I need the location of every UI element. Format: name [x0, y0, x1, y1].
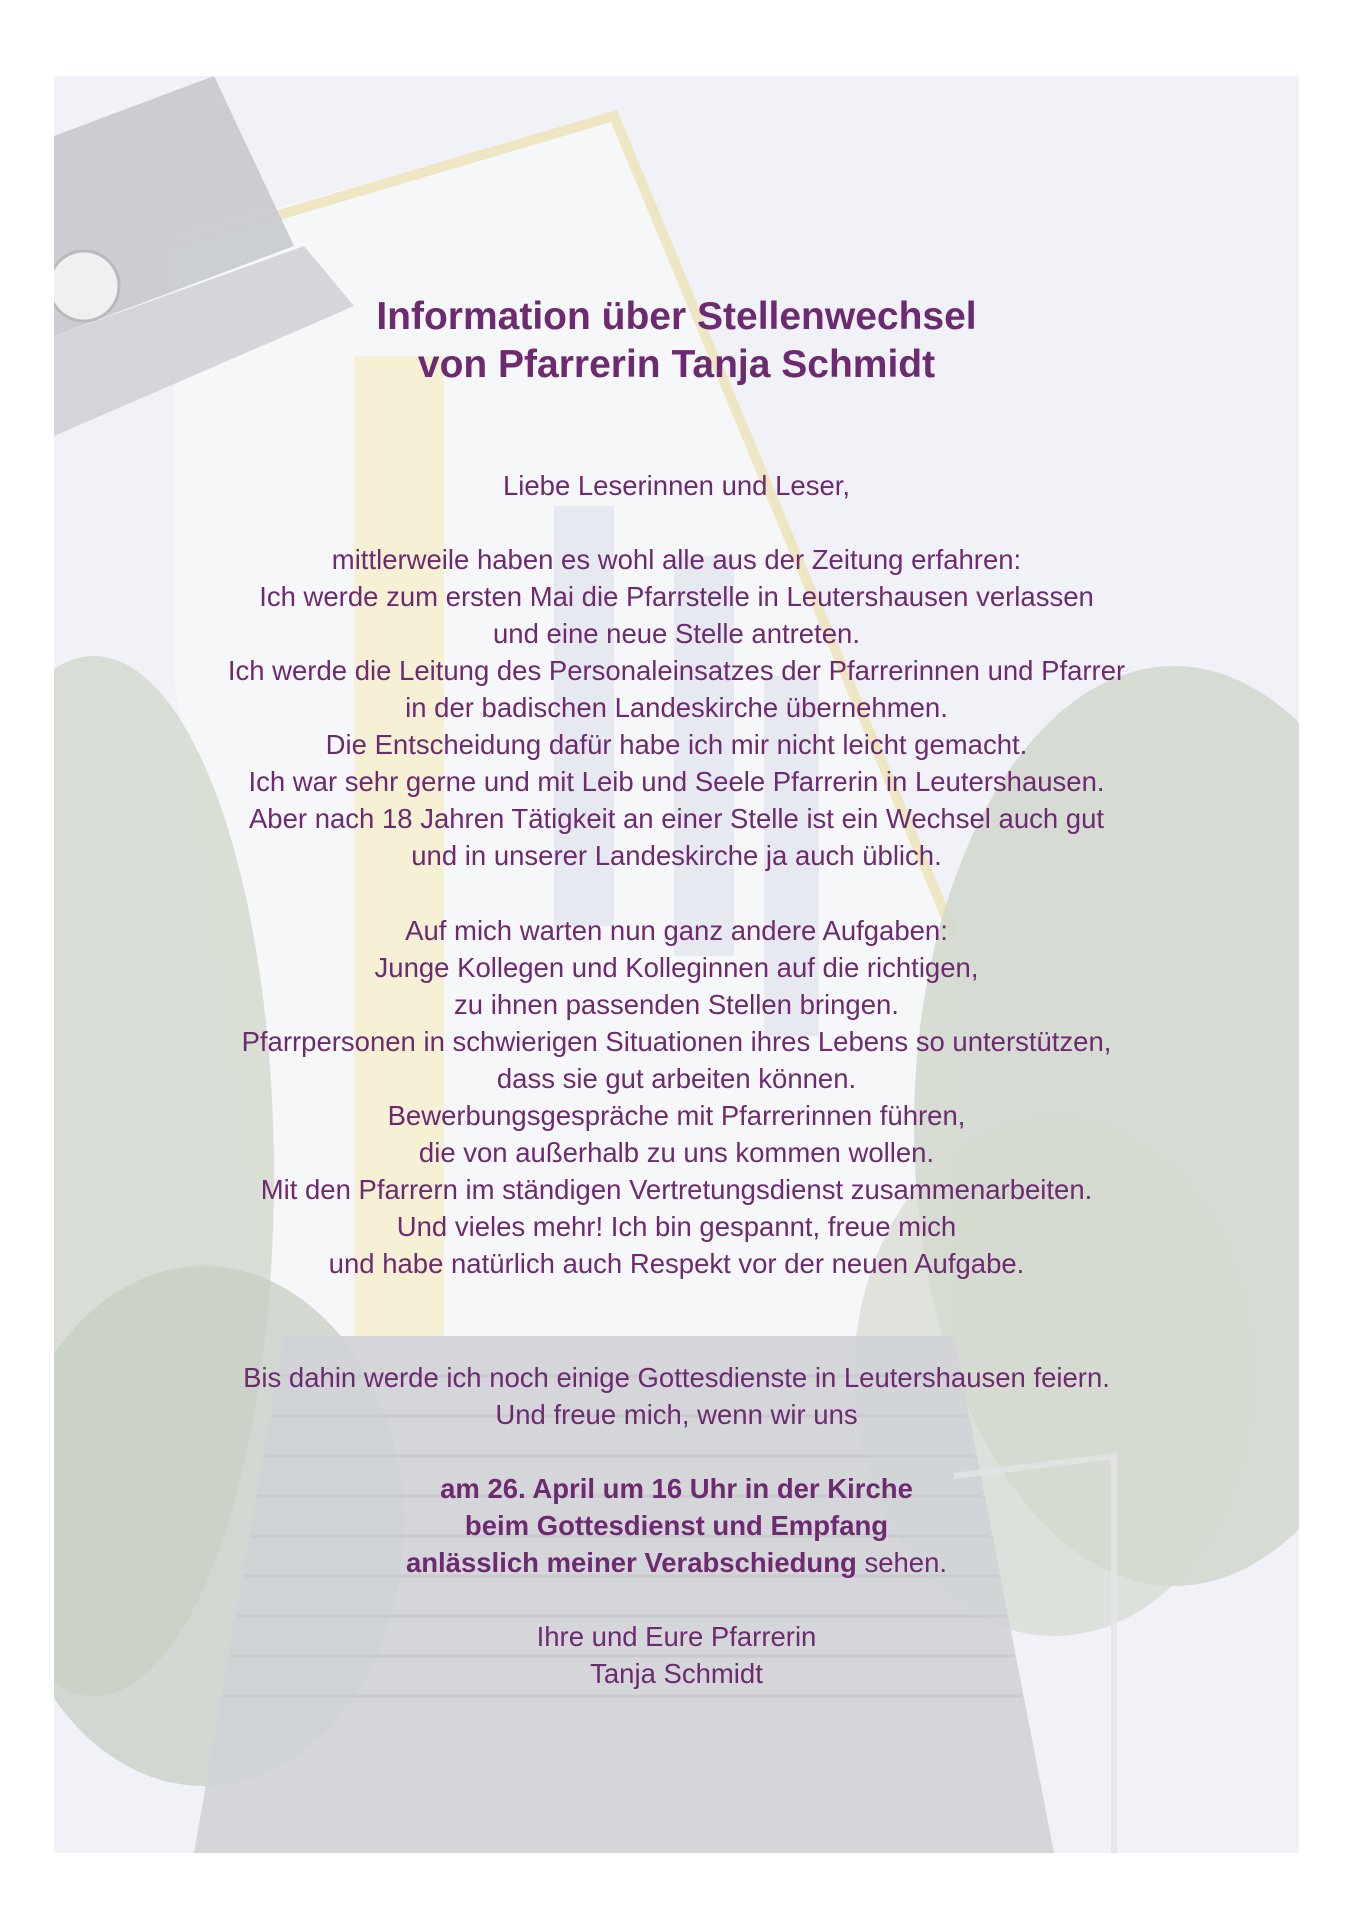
event-line-1: am 26. April um 16 Uhr in der Kirche [440, 1473, 913, 1504]
paragraph-2 [54, 912, 1299, 1282]
paragraph-2-line: und habe natürlich auch Respekt vor der neuen Aufgabe. [328, 1248, 1025, 1279]
paragraph-1 [54, 541, 1299, 874]
page-title [54, 293, 1299, 389]
letter [54, 76, 1299, 1853]
paragraph-1-line: Ich werde die Leitung des Personaleinsatzes der Pfarrerinnen und Pfarrer [227, 655, 1126, 686]
paragraph-1-line: Ich werde zum ersten Mai die Pfarrstelle in Leutershausen verlassen [259, 581, 1094, 612]
paragraph-1-line: in der badischen Landeskirche übernehmen. [405, 692, 948, 723]
paragraph-3-line: Und freue mich, wenn wir uns [495, 1399, 858, 1430]
title-line-1: Information über Stellenwechsel [376, 295, 977, 338]
paragraph-1-line: mittlerweile haben es wohl alle aus der Zeitung erfahren: [331, 544, 1022, 575]
event-line-3 [54, 1544, 1299, 1581]
paragraph-2-line: die von außerhalb zu uns kommen wollen. [418, 1137, 935, 1168]
paragraph-1-line: Die Entscheidung dafür habe ich mir nicht leicht gemacht. [325, 729, 1028, 760]
paragraph-1-line: Aber nach 18 Jahren Tätigkeit an einer Stelle ist ein Wechsel auch gut [248, 803, 1105, 834]
title-line-2: von Pfarrerin Tanja Schmidt [417, 343, 936, 386]
paragraph-2-line: Junge Kollegen und Kolleginnen auf die richtigen, [374, 952, 979, 983]
event-details [54, 1470, 1299, 1581]
paragraph-1-line: und eine neue Stelle antreten. [493, 618, 860, 649]
paragraph-2-line: zu ihnen passenden Stellen bringen. [454, 989, 899, 1020]
event-line-3-bold: anlässlich meiner Verabschiedung [405, 1547, 857, 1578]
event-line-2: beim Gottesdienst und Empfang [464, 1510, 889, 1541]
signature [54, 1618, 1299, 1692]
paragraph-2-line: Bewerbungsgespräche mit Pfarrerinnen führen, [387, 1100, 966, 1131]
signature-line-1: Ihre und Eure Pfarrerin [536, 1621, 817, 1652]
signature-name: Tanja Schmidt [590, 1658, 763, 1689]
paragraph-2-line: dass sie gut arbeiten können. [496, 1063, 857, 1094]
paragraph-3-line: Bis dahin werde ich noch einige Gottesdienste in Leutershausen feiern. [243, 1362, 1110, 1393]
paragraph-2-line: Pfarrpersonen in schwierigen Situationen ihres Lebens so unterstützen, [241, 1026, 1112, 1057]
paragraph-2-line: Mit den Pfarrern im ständigen Vertretungsdienst zusammenarbeiten. [260, 1174, 1093, 1205]
event-line-3-rest: sehen. [856, 1547, 948, 1578]
paragraph-2-line: Und vieles mehr! Ich bin gespannt, freue mich [396, 1211, 957, 1242]
paragraph-3 [54, 1359, 1299, 1433]
paragraph-2-line: Auf mich warten nun ganz andere Aufgaben: [405, 915, 948, 946]
greeting [54, 467, 1299, 504]
paragraph-1-line: Ich war sehr gerne und mit Leib und Seele Pfarrerin in Leutershausen. [248, 766, 1105, 797]
paragraph-1-line: und in unserer Landeskirche ja auch üblich. [411, 840, 942, 871]
greeting-line: Liebe Leserinnen und Leser, [502, 470, 851, 501]
